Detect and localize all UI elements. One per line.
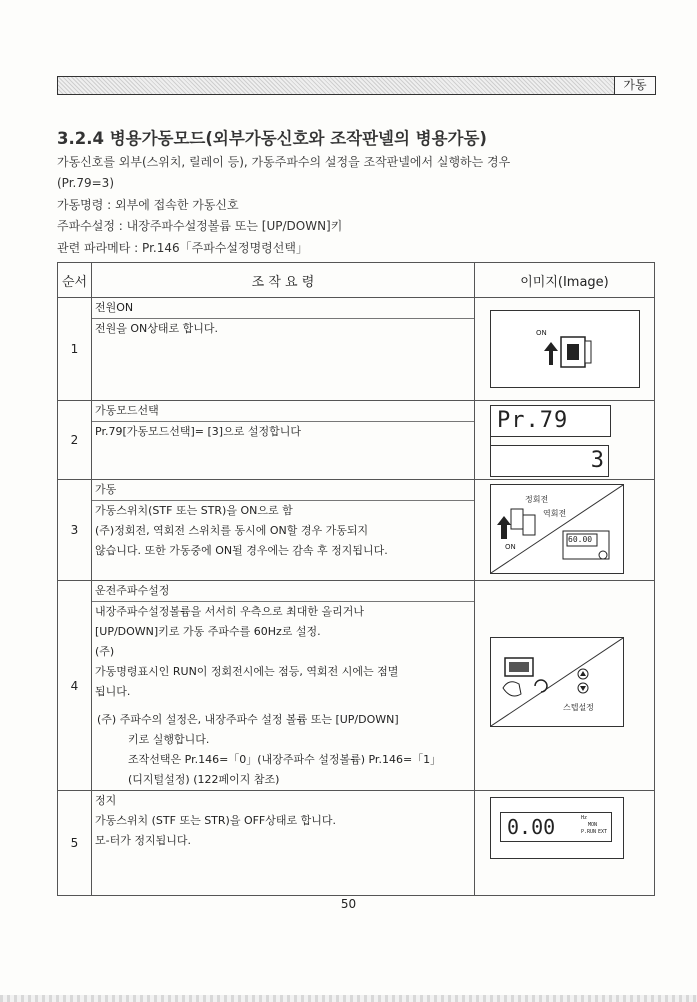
- intro-line-5: 관련 파라메타 : Pr.146「주파수설정명령선택」: [57, 241, 308, 255]
- step-operation: [92, 401, 475, 480]
- power-switch-illustration: [490, 310, 640, 388]
- step-heading: 정지: [95, 794, 117, 807]
- step-line: 가동스위치 (STF 또는 STR)을 OFF상태로 합니다.: [95, 814, 337, 827]
- step-note-line: 조작선택은 Pr.146=「0」(내장주파수 설정볼륨) Pr.146=「1」: [128, 753, 442, 766]
- lcd-parameter-display: Pr.79: [490, 405, 611, 437]
- table-row: [58, 401, 655, 480]
- table-row: [58, 791, 655, 896]
- step-line: 가동명령표시인 RUN이 정회전시에는 점등, 역회전 시에는 점멸: [95, 665, 399, 678]
- lcd-frequency-display: 60.00: [568, 535, 593, 544]
- start-switch-illustration: [490, 484, 624, 574]
- table-row: [58, 581, 655, 791]
- stop-display-frame: [490, 797, 624, 859]
- power-switch-icon: [491, 311, 639, 387]
- step-image-cell: [475, 298, 655, 401]
- start-switch-icon: [491, 485, 623, 573]
- step-image-cell: [475, 480, 655, 581]
- step-operation: [92, 791, 475, 896]
- table-row: [58, 298, 655, 401]
- procedure-table: [57, 262, 655, 896]
- scan-edge-artifact: [0, 995, 697, 1002]
- frequency-dial-icon: [491, 638, 623, 726]
- table-header-row: [58, 263, 655, 298]
- lcd-mon-label: MON: [588, 822, 598, 828]
- step-note-line: (디지털설정) (122페이지 참조): [128, 773, 280, 786]
- step-operation: [92, 480, 475, 581]
- step-line: 됩니다.: [95, 685, 131, 698]
- step-line: [UP/DOWN]키로 가동 주파수를 60Hz로 설정.: [95, 625, 321, 638]
- frequency-setting-illustration: [490, 637, 624, 727]
- lcd-value-display: 3: [490, 445, 609, 477]
- step-number: 4: [58, 581, 92, 791]
- step-line: 모-터가 정지됩니다.: [95, 834, 191, 847]
- lcd-prun-label: P.RUN: [581, 829, 597, 835]
- header-no: 순서: [58, 263, 92, 298]
- step-line: (주): [95, 645, 115, 658]
- step-number: 5: [58, 791, 92, 896]
- step-line: (주)정회전, 역회전 스위치를 동시에 ON할 경우 가동되지: [95, 524, 369, 537]
- chapter-header-label: 가동: [614, 77, 655, 94]
- stop-lcd-value: 0.00: [507, 815, 556, 839]
- intro-line-1: 가동신호를 외부(스위치, 릴레이 등), 가동주파수의 설정을 조작판넬에서 실행하는 경우: [57, 155, 511, 169]
- table-row: [58, 480, 655, 581]
- step-number: 3: [58, 480, 92, 581]
- step-note-line: 키로 실행합니다.: [128, 733, 210, 746]
- step-line: Pr.79[가동모드선택]= [3]으로 설정합니다: [95, 425, 301, 438]
- step-line: 않습니다. 또한 가동중에 ON될 경우에는 감속 후 정지됩니다.: [95, 544, 388, 557]
- intro-line-3: 가동명령 : 외부에 접속한 가동신호: [57, 198, 239, 212]
- step-heading: 전원ON: [92, 298, 474, 319]
- lcd-unit-label: Hz: [581, 815, 588, 821]
- intro-line-4: 주파수설정 : 내장주파수설정볼륨 또는 [UP/DOWN]키: [57, 219, 343, 233]
- step-image-cell: [475, 791, 655, 896]
- step-heading: 가동모드선택: [92, 401, 474, 422]
- header-image: 이미지(Image): [475, 263, 655, 298]
- step-operation: [92, 581, 475, 791]
- step-heading: 운전주파수설정: [92, 581, 474, 602]
- step-operation: [92, 298, 475, 401]
- step-line: 내장주파수설정볼륨을 서서히 우측으로 최대한 올리거나: [95, 605, 365, 618]
- step-number: 2: [58, 401, 92, 480]
- forward-rotation-label: 정회전: [525, 495, 549, 504]
- step-image-cell: [475, 401, 655, 480]
- lcd-ext-label: EXT: [598, 829, 608, 835]
- intro-line-2: (Pr.79=3): [57, 176, 114, 190]
- on-label: ON: [505, 543, 516, 551]
- step-note: (주) 주파수의 설정은, 내장주파수 설정 볼륨 또는 [UP/DOWN]: [97, 713, 399, 726]
- reverse-rotation-label: 역회전: [543, 509, 567, 518]
- step-heading: 가동: [92, 480, 474, 501]
- stop-lcd-display: [500, 812, 612, 842]
- page-number: 50: [340, 897, 357, 911]
- step-line: 전원을 ON상태로 합니다.: [95, 322, 219, 335]
- step-image-cell: [475, 581, 655, 791]
- power-on-label: ON: [536, 329, 547, 337]
- chapter-header-bar: [57, 76, 656, 95]
- step-setting-caption: 스텝설정: [563, 703, 594, 712]
- section-title: 3.2.4 병용가동모드(외부가동신호와 조작판넬의 병용가동): [57, 129, 487, 148]
- header-operation: 조 작 요 령: [92, 263, 475, 298]
- step-line: 가동스위치(STF 또는 STR)을 ON으로 함: [95, 504, 293, 517]
- step-number: 1: [58, 298, 92, 401]
